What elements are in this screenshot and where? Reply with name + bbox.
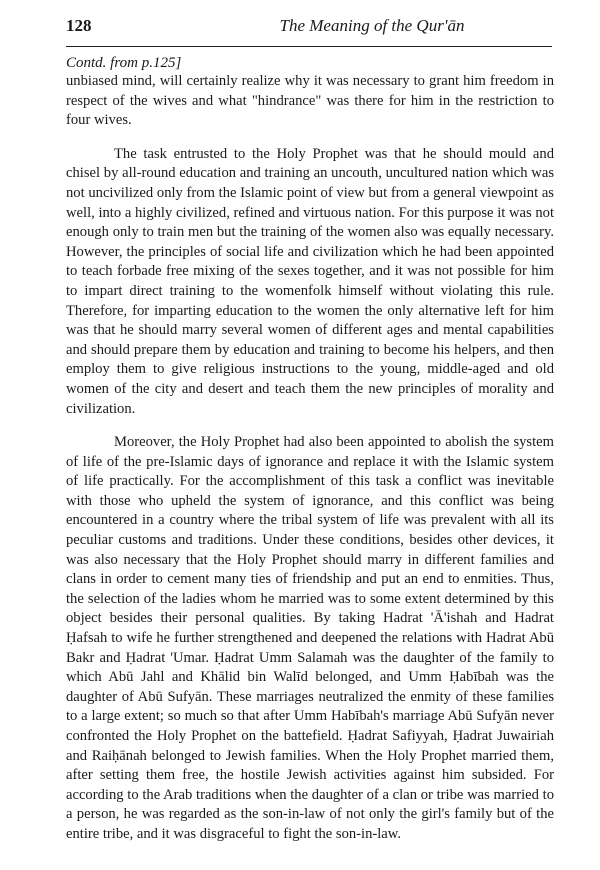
paragraph-1: unbiased mind, will certainly realize why it was necessary to grant him freedom in respect of the wives and what "hindrance" was there for him in the restriction to four wives.: [66, 73, 554, 129]
page-header: [66, 16, 552, 44]
continued-note: Contd. from p.125]: [66, 55, 182, 71]
header-rule: [66, 46, 552, 47]
running-title: The Meaning of the Qur'ān: [279, 16, 465, 35]
body-text: [66, 72, 554, 845]
paragraph-3: Moreover, the Holy Prophet had also been appointed to abolish the system of life of the pre-Islamic days of ignorance and replace it with the Islamic system of life practically. For the accomplishment of this task a conflict was inevitable with those who upheld the system of ignorance, and this conflict was being encountered in a country where the tribal system of life was prevalent with all its peculiar customs and traditions. Under these conditions, besides other devices, it was also necessary that the Holy Prophet should marry in different families and clans in order to cement many ties of friendship and put an end to enmities. Thus, the selection of the ladies whom he married was to some extent determined by this object besides their personal qualities. By taking Hadrat 'Ā'ishah and Hadrat Ḥafsah to wife he further strengthened and deepened the relations with Hadrat Abū Bakr and Ḥadrat 'Umar. Ḥadrat Umm Salamah was the daughter of the family to which Abū Jahl and Khālid bin Walīd belonged, and Umm Ḥabībah was the daughter of Abū Sufyān. These marriages neutralized the enmity of these families to a large extent; so much so that after Umm Habībah's marriage Abū Sufyān never confronted the Holy Prophet on the battefield. Ḥadrat Safiyyah, Ḥadrat Juwairiah and Raiḥānah belonged to Jewish families. When the Holy Prophet married them, after setting them free, the hostile Jewish activities against him subsided. For according to the Arab traditions when the daughter of a clan or tribe was married to a person, he was regarded as the son-in-law of not only the girl's family but of the entire tribe, and it was disgraceful to fight the son-in-law.: [66, 434, 554, 842]
page-number: 128: [66, 16, 92, 35]
paragraph-2: The task entrusted to the Holy Prophet was that he should mould and chisel by all-round education and training an uncouth, uncultured nation which was not uncivilized only from the Islamic point of view but from a general viewpoint as well, into a highly civilized, refined and virtuous nation. For this purpose it was not enough only to train men but the training of the women also was equally necessary. However, the principles of social life and civilization which he had been appointed to teach forbade free mixing of the sexes together, and it was not possible for him to impart direct training to the womenfolk himself without violating this rule. Therefore, for imparting education to the women the only alternative left for him was that he should marry several women of different ages and mental capabilities and should prepare them by education and training to become his helpers, and then employ them to give religious instructions to the young, middle-aged and old women of the city and desert and teach them the new principles of morality and civilization.: [66, 145, 554, 417]
